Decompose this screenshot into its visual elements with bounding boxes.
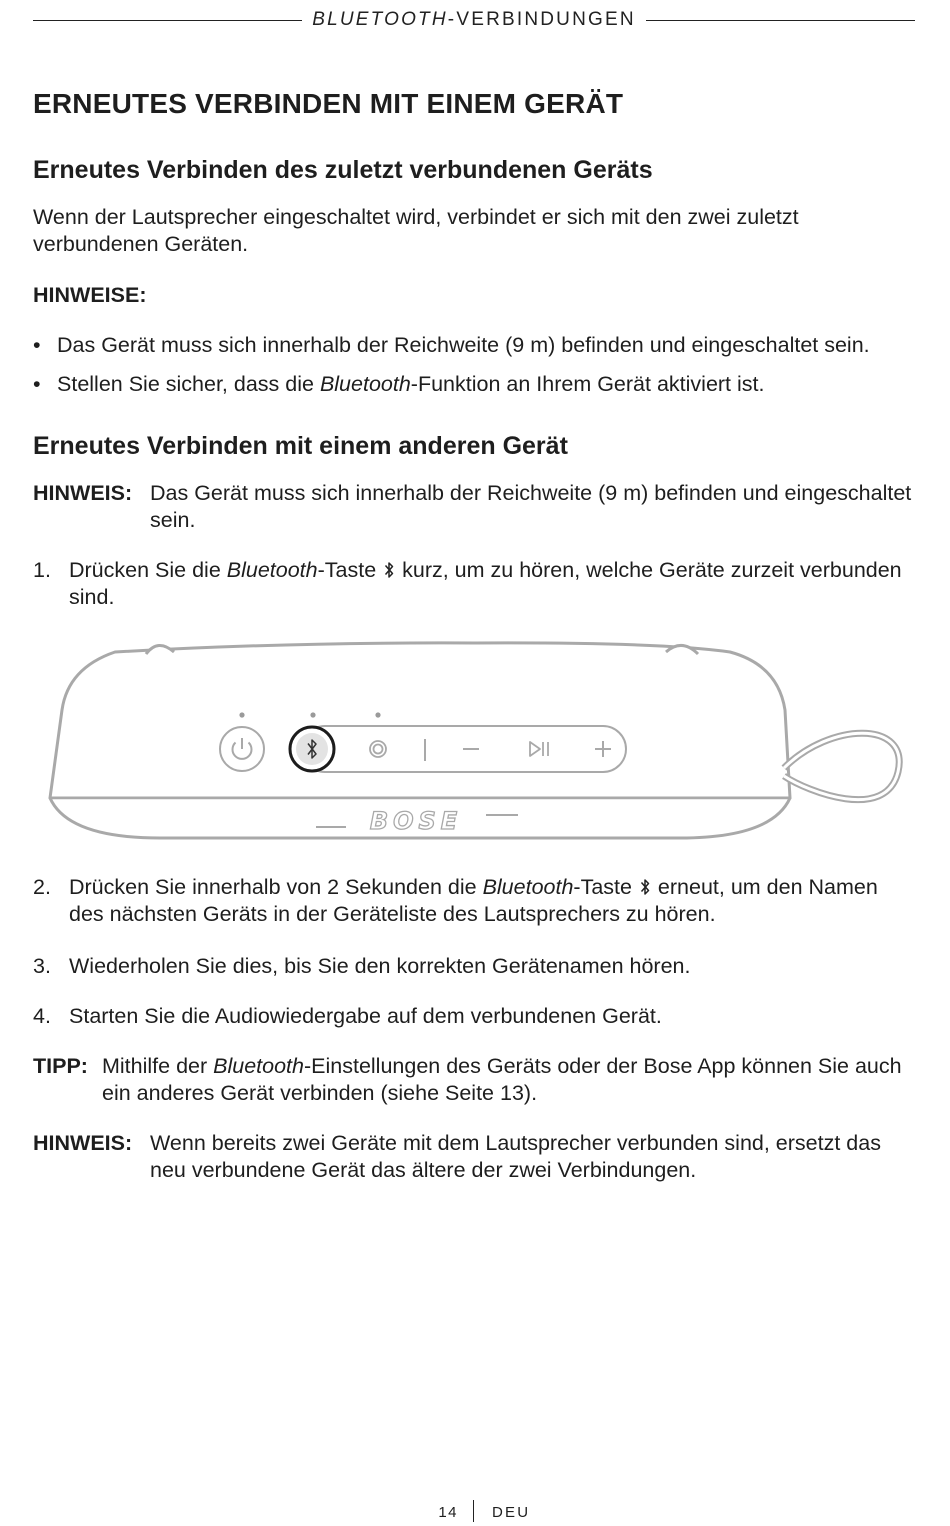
indicator-light: [375, 712, 380, 717]
tip: [33, 1053, 918, 1107]
bullet-item: • Das Gerät muss sich innerhalb der Reichweite (9 m) befinden und eingeschaltet sein.: [33, 333, 870, 357]
note-label: HINWEIS:: [33, 1131, 133, 1155]
step-4: 4. Starten Sie die Audiowiedergabe auf dem verbundenen Gerät.: [33, 1004, 662, 1028]
bluetooth-icon: [382, 560, 396, 580]
main-heading: ERNEUTES VERBINDEN MIT EINEM GERÄT: [33, 88, 624, 119]
section1-heading: Erneutes Verbinden des zuletzt verbundenen Geräts: [33, 156, 653, 184]
step-3: 3. Wiederholen Sie dies, bis Sie den korrekten Gerätenamen hören.: [33, 954, 691, 978]
notes-label: HINWEISE:: [33, 283, 147, 307]
tip-label: TIPP:: [33, 1054, 88, 1078]
note-label: HINWEIS:: [33, 481, 133, 505]
header-rule-right: [646, 20, 915, 21]
bullet-dot: •: [33, 333, 41, 357]
page-number: 14: [438, 1504, 458, 1521]
step-2: 2. Drücken Sie innerhalb von 2 Sekunden die Bluetooth-Taste erneut, um den Namen des nächsten Geräts in der Geräteliste des Lautsprechers zu hören.: [33, 875, 878, 926]
indicator-light: [239, 712, 244, 717]
header-rule-left: [33, 20, 302, 21]
page-footer: [0, 1500, 950, 1526]
step-1: 1. Drücken Sie die Bluetooth-Taste kurz, um zu hören, welche Geräte zurzeit verbunden sind.: [33, 558, 902, 609]
svg-text:BOSE: BOSE: [369, 807, 463, 835]
tip-text: Mithilfe der Bluetooth-Einstellungen des Geräts oder der Bose App können Sie auch ein anderes Gerät verbinden (siehe Seite 13).: [102, 1054, 902, 1105]
section1-intro: Wenn der Lautsprecher eingeschaltet wird, verbindet er sich mit den zwei zuletzt verbundenen Geräten.: [33, 205, 799, 256]
carry-loop: [784, 733, 899, 799]
speaker-illustration: [40, 630, 910, 855]
indicator-light: [310, 712, 315, 717]
power-icon: [220, 727, 264, 771]
bluetooth-icon: [638, 877, 652, 897]
note-hinweis-1: [33, 480, 918, 534]
header-title: BLUETOOTH-VERBINDUNGEN: [312, 9, 636, 30]
note-hinweis-2: [33, 1130, 918, 1184]
note-text: Das Gerät muss sich innerhalb der Reichweite (9 m) befinden und eingeschaltet sein.: [150, 481, 912, 532]
bluetooth-icon: [290, 727, 334, 771]
language-code: DEU: [492, 1504, 531, 1521]
bullet-item: • Stellen Sie sicher, dass die Bluetooth-Funktion an Ihrem Gerät aktiviert ist.: [33, 372, 765, 396]
section2-heading: Erneutes Verbinden mit einem anderen Gerät: [33, 432, 568, 460]
footer-divider: [473, 1500, 474, 1522]
note-text: Wenn bereits zwei Geräte mit dem Lautsprecher verbunden sind, ersetzt das neu verbundene Gerät das ältere der zwei Verbindungen.: [150, 1131, 881, 1182]
running-header: [33, 8, 915, 32]
bullet-dot: •: [33, 372, 41, 396]
